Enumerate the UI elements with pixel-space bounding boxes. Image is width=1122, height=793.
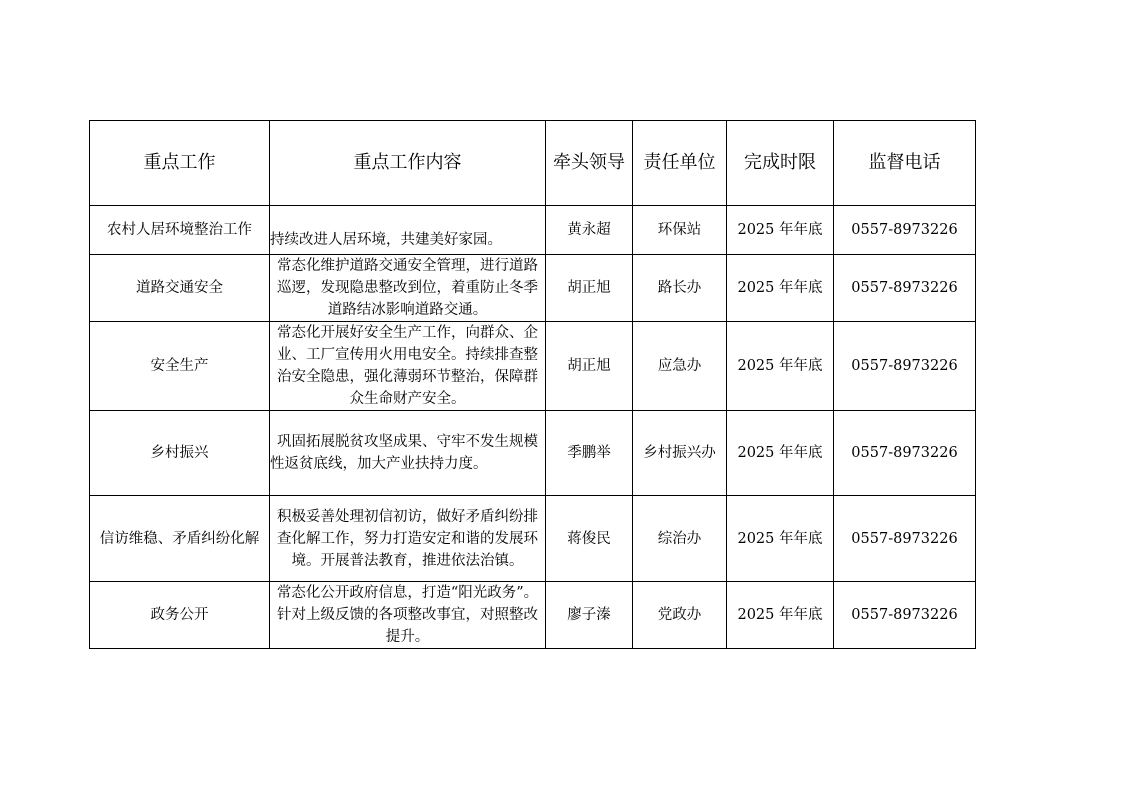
table-row: [90, 496, 976, 582]
content-cell: 持续改进人居环境，共建美好家园。: [270, 206, 546, 255]
leader-cell: 季鹏举: [546, 411, 633, 496]
table-row: [90, 582, 976, 649]
phone-cell: 0557-8973226: [834, 582, 976, 649]
leader-cell: 蒋俊民: [546, 496, 633, 582]
header-key-work: 重点工作: [90, 121, 270, 206]
header-lead-leader: 牵头领导: [546, 121, 633, 206]
deadline-cell: 2025 年年底: [727, 496, 834, 582]
content-cell: 常态化开展好安全生产工作，向群众、企业、工厂宣传用火用电安全。持续排查整治安全隐患，强化薄弱环节整治，保障群众生命财产安全。: [270, 322, 546, 411]
unit-cell: 党政办: [633, 582, 727, 649]
leader-cell: 廖子溱: [546, 582, 633, 649]
work-cell: 道路交通安全: [90, 255, 270, 322]
leader-cell: 胡正旭: [546, 322, 633, 411]
content-cell: 巩固拓展脱贫攻坚成果、守牢不发生规模性返贫底线，加大产业扶持力度。: [270, 411, 546, 496]
table-row: [90, 411, 976, 496]
unit-cell: 路长办: [633, 255, 727, 322]
work-cell: 安全生产: [90, 322, 270, 411]
deadline-cell: 2025 年年底: [727, 582, 834, 649]
deadline-cell: 2025 年年底: [727, 322, 834, 411]
work-cell: 农村人居环境整治工作: [90, 206, 270, 255]
phone-cell: 0557-8973226: [834, 496, 976, 582]
header-supervision-phone: 监督电话: [834, 121, 976, 206]
leader-cell: 胡正旭: [546, 255, 633, 322]
phone-cell: 0557-8973226: [834, 411, 976, 496]
unit-cell: 应急办: [633, 322, 727, 411]
leader-cell: 黄永超: [546, 206, 633, 255]
unit-cell: 综治办: [633, 496, 727, 582]
content-cell: 积极妥善处理初信初访，做好矛盾纠纷排查化解工作，努力打造安定和谐的发展环境。开展普法教育，推进依法治镇。: [270, 496, 546, 582]
header-row: [90, 121, 976, 206]
header-deadline: 完成时限: [727, 121, 834, 206]
table-row: [90, 206, 976, 255]
table-row: [90, 255, 976, 322]
unit-cell: 环保站: [633, 206, 727, 255]
key-work-table: [89, 120, 976, 649]
content-cell: 常态化公开政府信息，打造“阳光政务”。针对上级反馈的各项整改事宜，对照整改提升。: [270, 582, 546, 649]
table-body: [90, 206, 976, 649]
deadline-cell: 2025 年年底: [727, 255, 834, 322]
phone-cell: 0557-8973226: [834, 206, 976, 255]
table-header: [90, 121, 976, 206]
work-cell: 乡村振兴: [90, 411, 270, 496]
unit-cell: 乡村振兴办: [633, 411, 727, 496]
work-cell: 信访维稳、矛盾纠纷化解: [90, 496, 270, 582]
deadline-cell: 2025 年年底: [727, 411, 834, 496]
header-work-content: 重点工作内容: [270, 121, 546, 206]
header-responsible-unit: 责任单位: [633, 121, 727, 206]
table-row: [90, 322, 976, 411]
deadline-cell: 2025 年年底: [727, 206, 834, 255]
work-cell: 政务公开: [90, 582, 270, 649]
phone-cell: 0557-8973226: [834, 322, 976, 411]
content-cell: 常态化维护道路交通安全管理，进行道路巡逻，发现隐患整改到位，着重防止冬季道路结冰影响道路交通。: [270, 255, 546, 322]
phone-cell: 0557-8973226: [834, 255, 976, 322]
